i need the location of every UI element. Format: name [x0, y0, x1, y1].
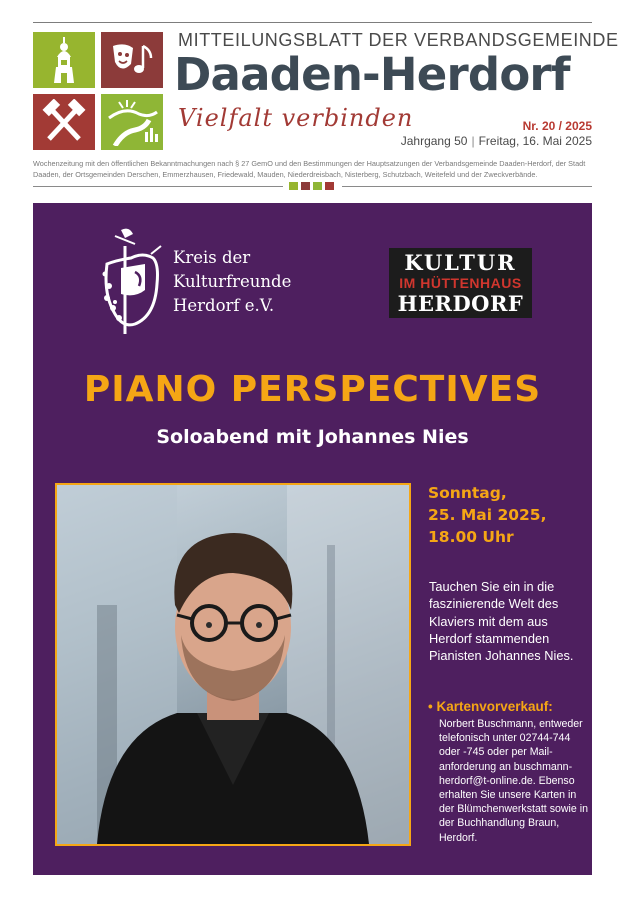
club-logo-icon [95, 224, 167, 339]
volume: Jahrgang 50 [400, 134, 468, 148]
issue-number: Nr. 20 / 2025 [522, 119, 592, 133]
motto: Vielfalt verbinden [178, 104, 414, 132]
hammer-pick-icon [33, 94, 95, 150]
top-rule [33, 22, 592, 23]
divider-left [33, 186, 283, 187]
event-poster [33, 203, 592, 875]
event-date-line: Sonntag, [428, 484, 507, 502]
event-date [428, 482, 546, 548]
club-name-line: Kreis der [173, 248, 251, 267]
club-name [173, 246, 291, 318]
square-green [289, 182, 298, 190]
square-red [301, 182, 310, 190]
event-intro: Tauchen Sie ein in die faszinierende Welt des Klaviers mit dem aus Herdorf stammenden Pianisten Johannes Nies. [429, 579, 574, 664]
theater-music-icon [101, 32, 163, 88]
masthead-title: Daaden-Herdorf [174, 48, 570, 101]
legal-subline: Wochenzeitung mit den öffentlichen Bekanntmachungen nach § 27 GemO und den Bestimmungen der Hauptsatzungen der Verbandsgemeinde Daaden-Herdorf, der Stadt Daaden, der Ortsgemeinden Derschen, Emmerzhausen, Friedewald, Mauden, Niederdreisbach, Nisterberg, Schutzbach, Weitefeld und der Zweckverbände. [33, 159, 586, 179]
tickets-heading: • Kartenvorverkauf: [428, 699, 553, 714]
event-headline: PIANO PERSPECTIVES [83, 369, 542, 410]
issue-date-line [401, 134, 592, 148]
tickets-info: Norbert Buschmann, entweder telefonisch unter 02744-744 oder -745 oder per Mail-anforderung an buschmann-herdorf@t-online.de. Ebenso erhalten Sie unsere Karten in der Blümchenwerkstatt sowie in der Buchhandlung Braun, Herdorf. [439, 718, 588, 844]
kultur-badge-line: HERDORF [397, 291, 524, 316]
separator: | [471, 134, 475, 148]
kultur-im-huettenhaus-logo [389, 248, 532, 318]
event-subhead: Soloabend mit Johannes Nies [156, 426, 469, 448]
issue-date: Freitag, 16. Mai 2025 [478, 134, 592, 148]
municipality-logo [33, 32, 163, 150]
kultur-badge-line: KULTUR [404, 250, 517, 275]
square-green [313, 182, 322, 190]
divider-squares [289, 182, 334, 190]
church-tower-icon [33, 32, 95, 88]
event-date-line: 18.00 Uhr [428, 528, 514, 546]
landscape-river-icon [101, 94, 163, 150]
pianist-portrait-photo [55, 483, 411, 846]
kultur-badge-line: IM HÜTTENHAUS [399, 275, 522, 291]
event-date-line: 25. Mai 2025, [428, 506, 547, 524]
divider-right [342, 186, 592, 187]
square-red [325, 182, 334, 190]
publication-kicker: MITTEILUNGSBLATT DER VERBANDSGEMEINDE [178, 30, 619, 50]
club-name-line: Herdorf e.V. [173, 296, 275, 315]
club-name-line: Kulturfreunde [173, 272, 292, 291]
